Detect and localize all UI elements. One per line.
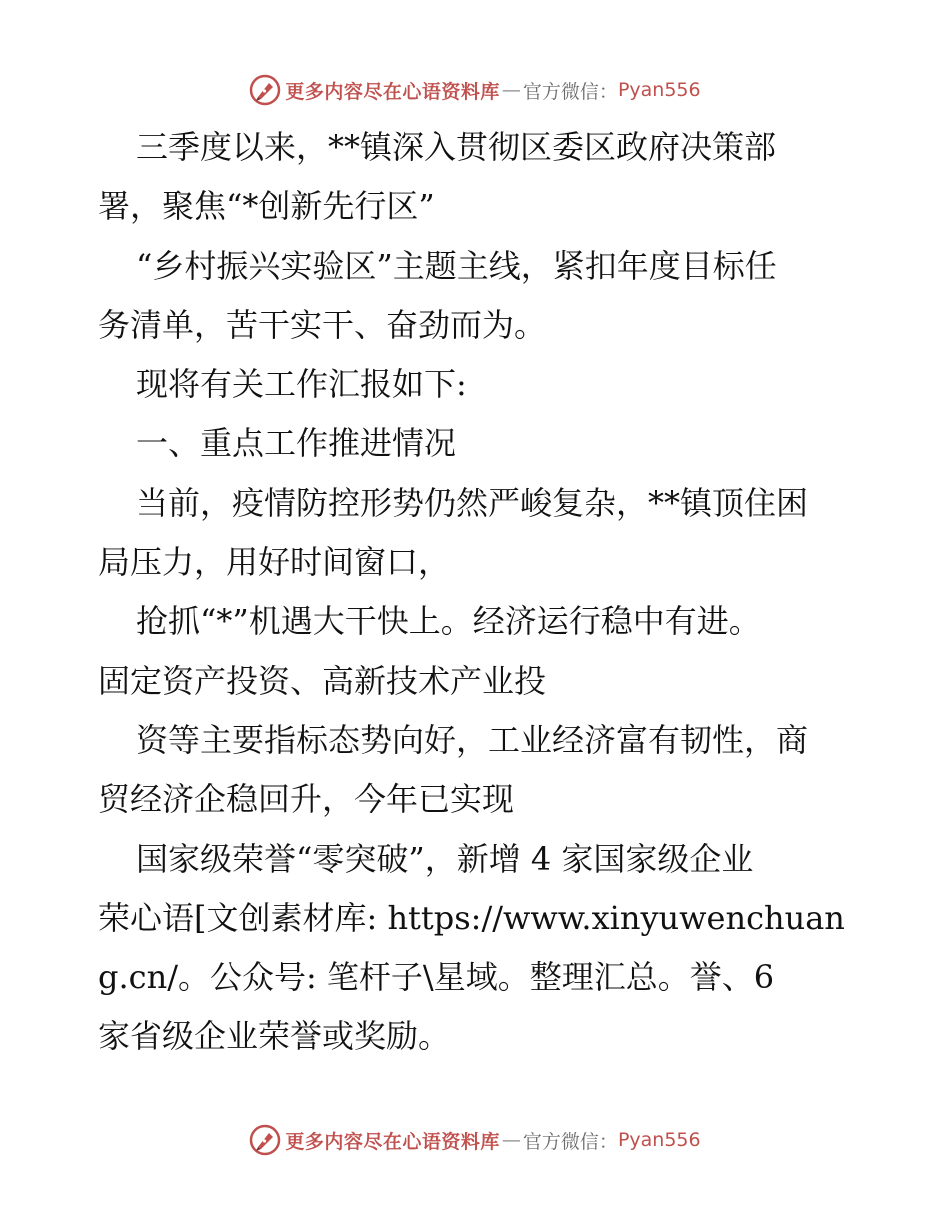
document-body xyxy=(98,118,850,1067)
paragraph-line: 三季度以来，**镇深入贯彻区委区政府决策部 xyxy=(136,128,777,166)
wechat-label: 官方微信： xyxy=(522,1130,618,1153)
paragraph-line: 国家级荣誉“零突破”，新增 4 家国家级企业 xyxy=(136,839,754,878)
paragraph-line: 家省级企业荣誉或奖励。 xyxy=(98,1017,451,1056)
paragraph-line: 务清单，苦干实干、奋劲而为。 xyxy=(98,305,547,344)
paragraph-line: 署，聚焦“*创新先行区” xyxy=(98,187,435,226)
watermark-text: 更多内容尽在心语资料库 xyxy=(285,1130,500,1153)
paragraph-line: 荣心语[文创素材库: https://www.xinyuwenchuan xyxy=(98,898,845,937)
paragraph-line: 当前，疫情防控形势仍然严峻复杂，**镇顶住困 xyxy=(136,483,809,522)
footer-watermark xyxy=(0,1120,950,1160)
paragraph-line: “乡村振兴实验区”主题主线，紧扣年度目标任 xyxy=(136,246,777,285)
paragraph-line: 贸经济企稳回升，今年已实现 xyxy=(98,780,515,819)
paragraph-line: 资等主要指标态势向好，工业经济富有韧性，商 xyxy=(136,720,809,759)
paragraph-line: 局压力，用好时间窗口， xyxy=(98,543,451,582)
paragraph-line: 抢抓“*”机遇大干快上。经济运行稳中有进。 xyxy=(136,602,761,641)
header-watermark xyxy=(0,70,950,110)
paragraph-line: 固定资产投资、高新技术产业投 xyxy=(98,661,547,700)
paragraph-line: g.cn/。公众号: 笔杆子\星域。整理汇总。誉、6 xyxy=(98,958,775,997)
wechat-id: Pyan556 xyxy=(617,79,701,101)
wechat-id: Pyan556 xyxy=(617,1129,701,1151)
pen-nib-icon xyxy=(249,74,281,106)
watermark-separator: — xyxy=(501,1129,521,1151)
watermark-text: 更多内容尽在心语资料库 xyxy=(285,80,500,103)
paragraph-line: 现将有关工作汇报如下: xyxy=(136,365,467,404)
pen-nib-icon xyxy=(249,1124,281,1156)
watermark-separator: — xyxy=(501,79,521,101)
wechat-label: 官方微信： xyxy=(522,80,618,103)
section-heading: 一、重点工作推进情况 xyxy=(136,424,457,463)
